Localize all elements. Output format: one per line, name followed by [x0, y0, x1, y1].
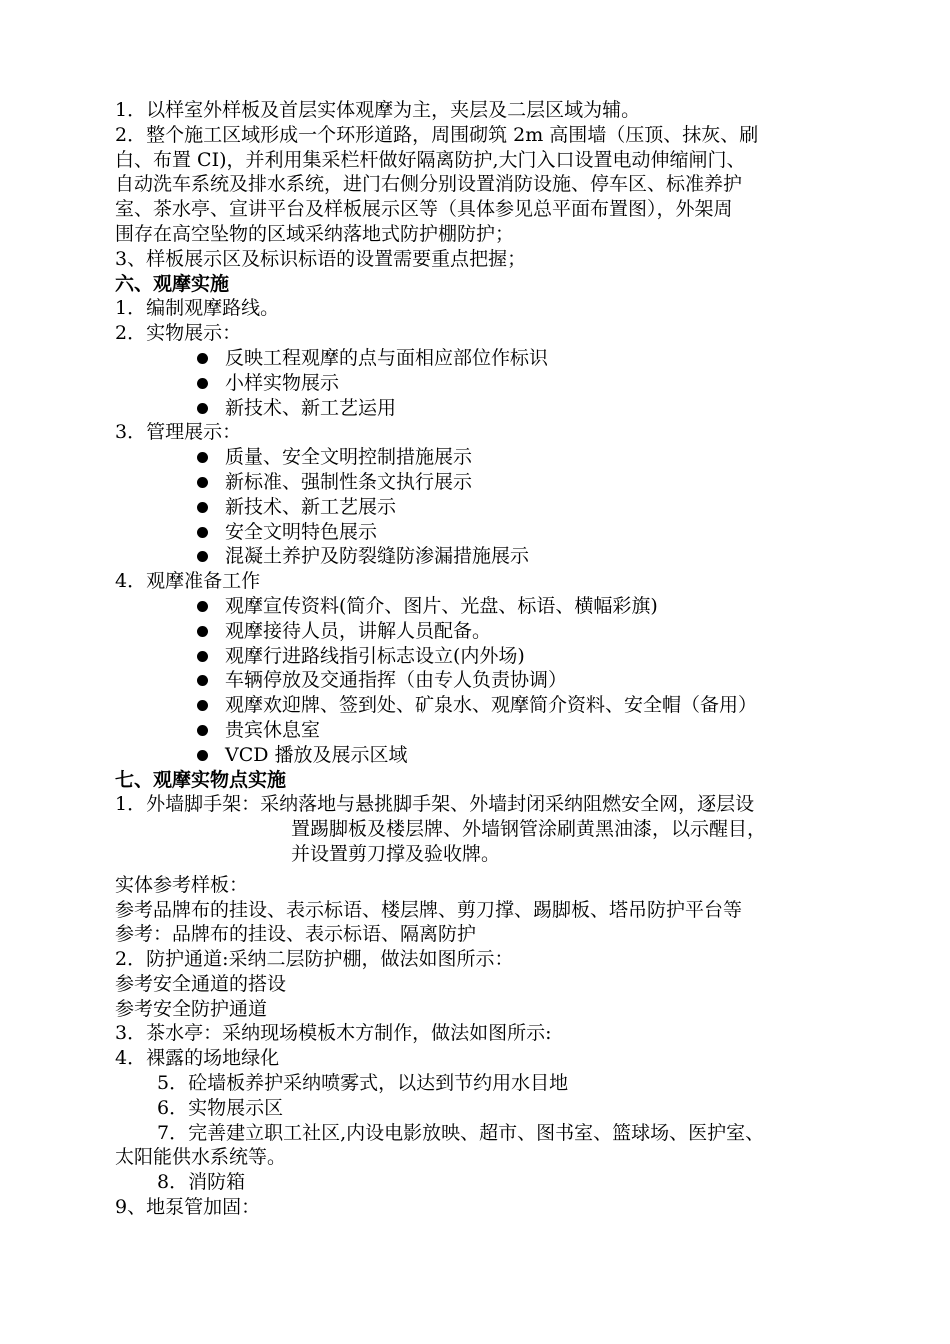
- section-heading: 六、观摩实施: [115, 272, 230, 295]
- bullet-item: 观摩欢迎牌、签到处、矿泉水、观摩简介资料、安全帽（备用）: [115, 693, 885, 718]
- list-item: 6．实物展示区: [157, 1096, 284, 1119]
- list-item-continuation: 太阳能供水系统等。: [115, 1146, 287, 1169]
- list-item: 9、地泵管加固：: [115, 1196, 261, 1219]
- paragraph: 白、布置 CI)，并利用集采栏杆做好隔离防护,大门入口设置电动伸缩闸门、: [115, 148, 746, 171]
- paragraph: 1．以样室外样板及首层实体观摩为主，夹层及二层区域为辅。: [115, 99, 641, 121]
- paragraph: 围存在高空坠物的区域采纳落地式防护棚防护；: [115, 222, 515, 245]
- list-item: 3．茶水亭：采纳现场模板木方制作，做法如图所示:: [115, 1022, 552, 1045]
- list-item-continuation: 置踢脚板及楼层牌、外墙钢管涂刷黄黑油漆，以示醒目，: [291, 818, 767, 841]
- bullet-item: 车辆停放及交通指挥（由专人负责协调）: [115, 668, 885, 693]
- list-item: 4．观摩准备工作: [115, 570, 261, 593]
- list-item: 2．防护通道:采纳二层防护棚，做法如图所示：: [115, 948, 514, 971]
- paragraph: 参考品牌布的挂设、表示标语、楼层牌、剪刀撑、踢脚板、塔吊防护平台等: [115, 898, 743, 921]
- bullet-item: 质量、安全文明控制措施展示: [115, 445, 885, 470]
- bullet-item: 新技术、新工艺展示: [115, 495, 885, 520]
- paragraph: 2．整个施工区域形成一个环形道路，周围砌筑 2m 高围墙（压顶、抹灰、刷: [115, 123, 759, 146]
- bullet-item: 反映工程观摩的点与面相应部位作标识: [115, 346, 885, 371]
- bullet-item: VCD 播放及展示区域: [115, 743, 885, 768]
- list-item: 7．完善建立职工社区,内设电影放映、超市、图书室、篮球场、医护室、: [157, 1121, 765, 1144]
- list-item: 3．管理展示：: [115, 421, 242, 444]
- list-item: 4．裸露的场地绿化: [115, 1047, 280, 1070]
- bullet-item: 观摩行进路线指引标志设立(内外场): [115, 644, 885, 669]
- bullet-item: 观摩接待人员，讲解人员配备。: [115, 619, 885, 644]
- list-item: 2．实物展示：: [115, 322, 242, 345]
- paragraph: 3、样板展示区及标识标语的设置需要重点把握；: [115, 247, 527, 270]
- bullet-item: 新技术、新工艺运用: [115, 396, 885, 421]
- bullet-item: 新标准、强制性条文执行展示: [115, 470, 885, 495]
- bullet-item: 贵宾休息室: [115, 718, 885, 743]
- bullet-item: 小样实物展示: [115, 371, 885, 396]
- bullet-item: 安全文明特色展示: [115, 520, 885, 545]
- bullet-item: 混凝土养护及防裂缝防渗漏措施展示: [115, 544, 885, 569]
- paragraph: 参考安全防护通道: [115, 997, 268, 1020]
- paragraph: 自动洗车系统及排水系统，进门右侧分别设置消防设施、停车区、标准养护: [115, 173, 743, 196]
- list-item: 5．砼墙板养护采纳喷雾式，以达到节约用水目地: [157, 1072, 569, 1095]
- list-item-continuation: 并设置剪刀撑及验收牌。: [291, 842, 501, 865]
- paragraph: 参考：品牌布的挂设、表示标语、隔离防护: [115, 923, 477, 946]
- list-item: 1．外墙脚手架：采纳落地与悬挑脚手架、外墙封闭采纳阻燃安全网，逐层设: [115, 793, 755, 816]
- list-item: 8．消防箱: [157, 1171, 246, 1194]
- document-page: [115, 98, 885, 1220]
- paragraph: 参考安全通道的搭设: [115, 972, 287, 995]
- paragraph: 室、茶水亭、宣讲平台及样板展示区等（具体参见总平面布置图），外架周: [115, 198, 733, 221]
- section-heading: 七、观摩实物点实施: [115, 768, 287, 791]
- paragraph: 实体参考样板：: [115, 873, 249, 896]
- list-item: 1．编制观摩路线。: [115, 297, 280, 320]
- bullet-item: 观摩宣传资料(简介、图片、光盘、标语、横幅彩旗): [115, 594, 885, 619]
